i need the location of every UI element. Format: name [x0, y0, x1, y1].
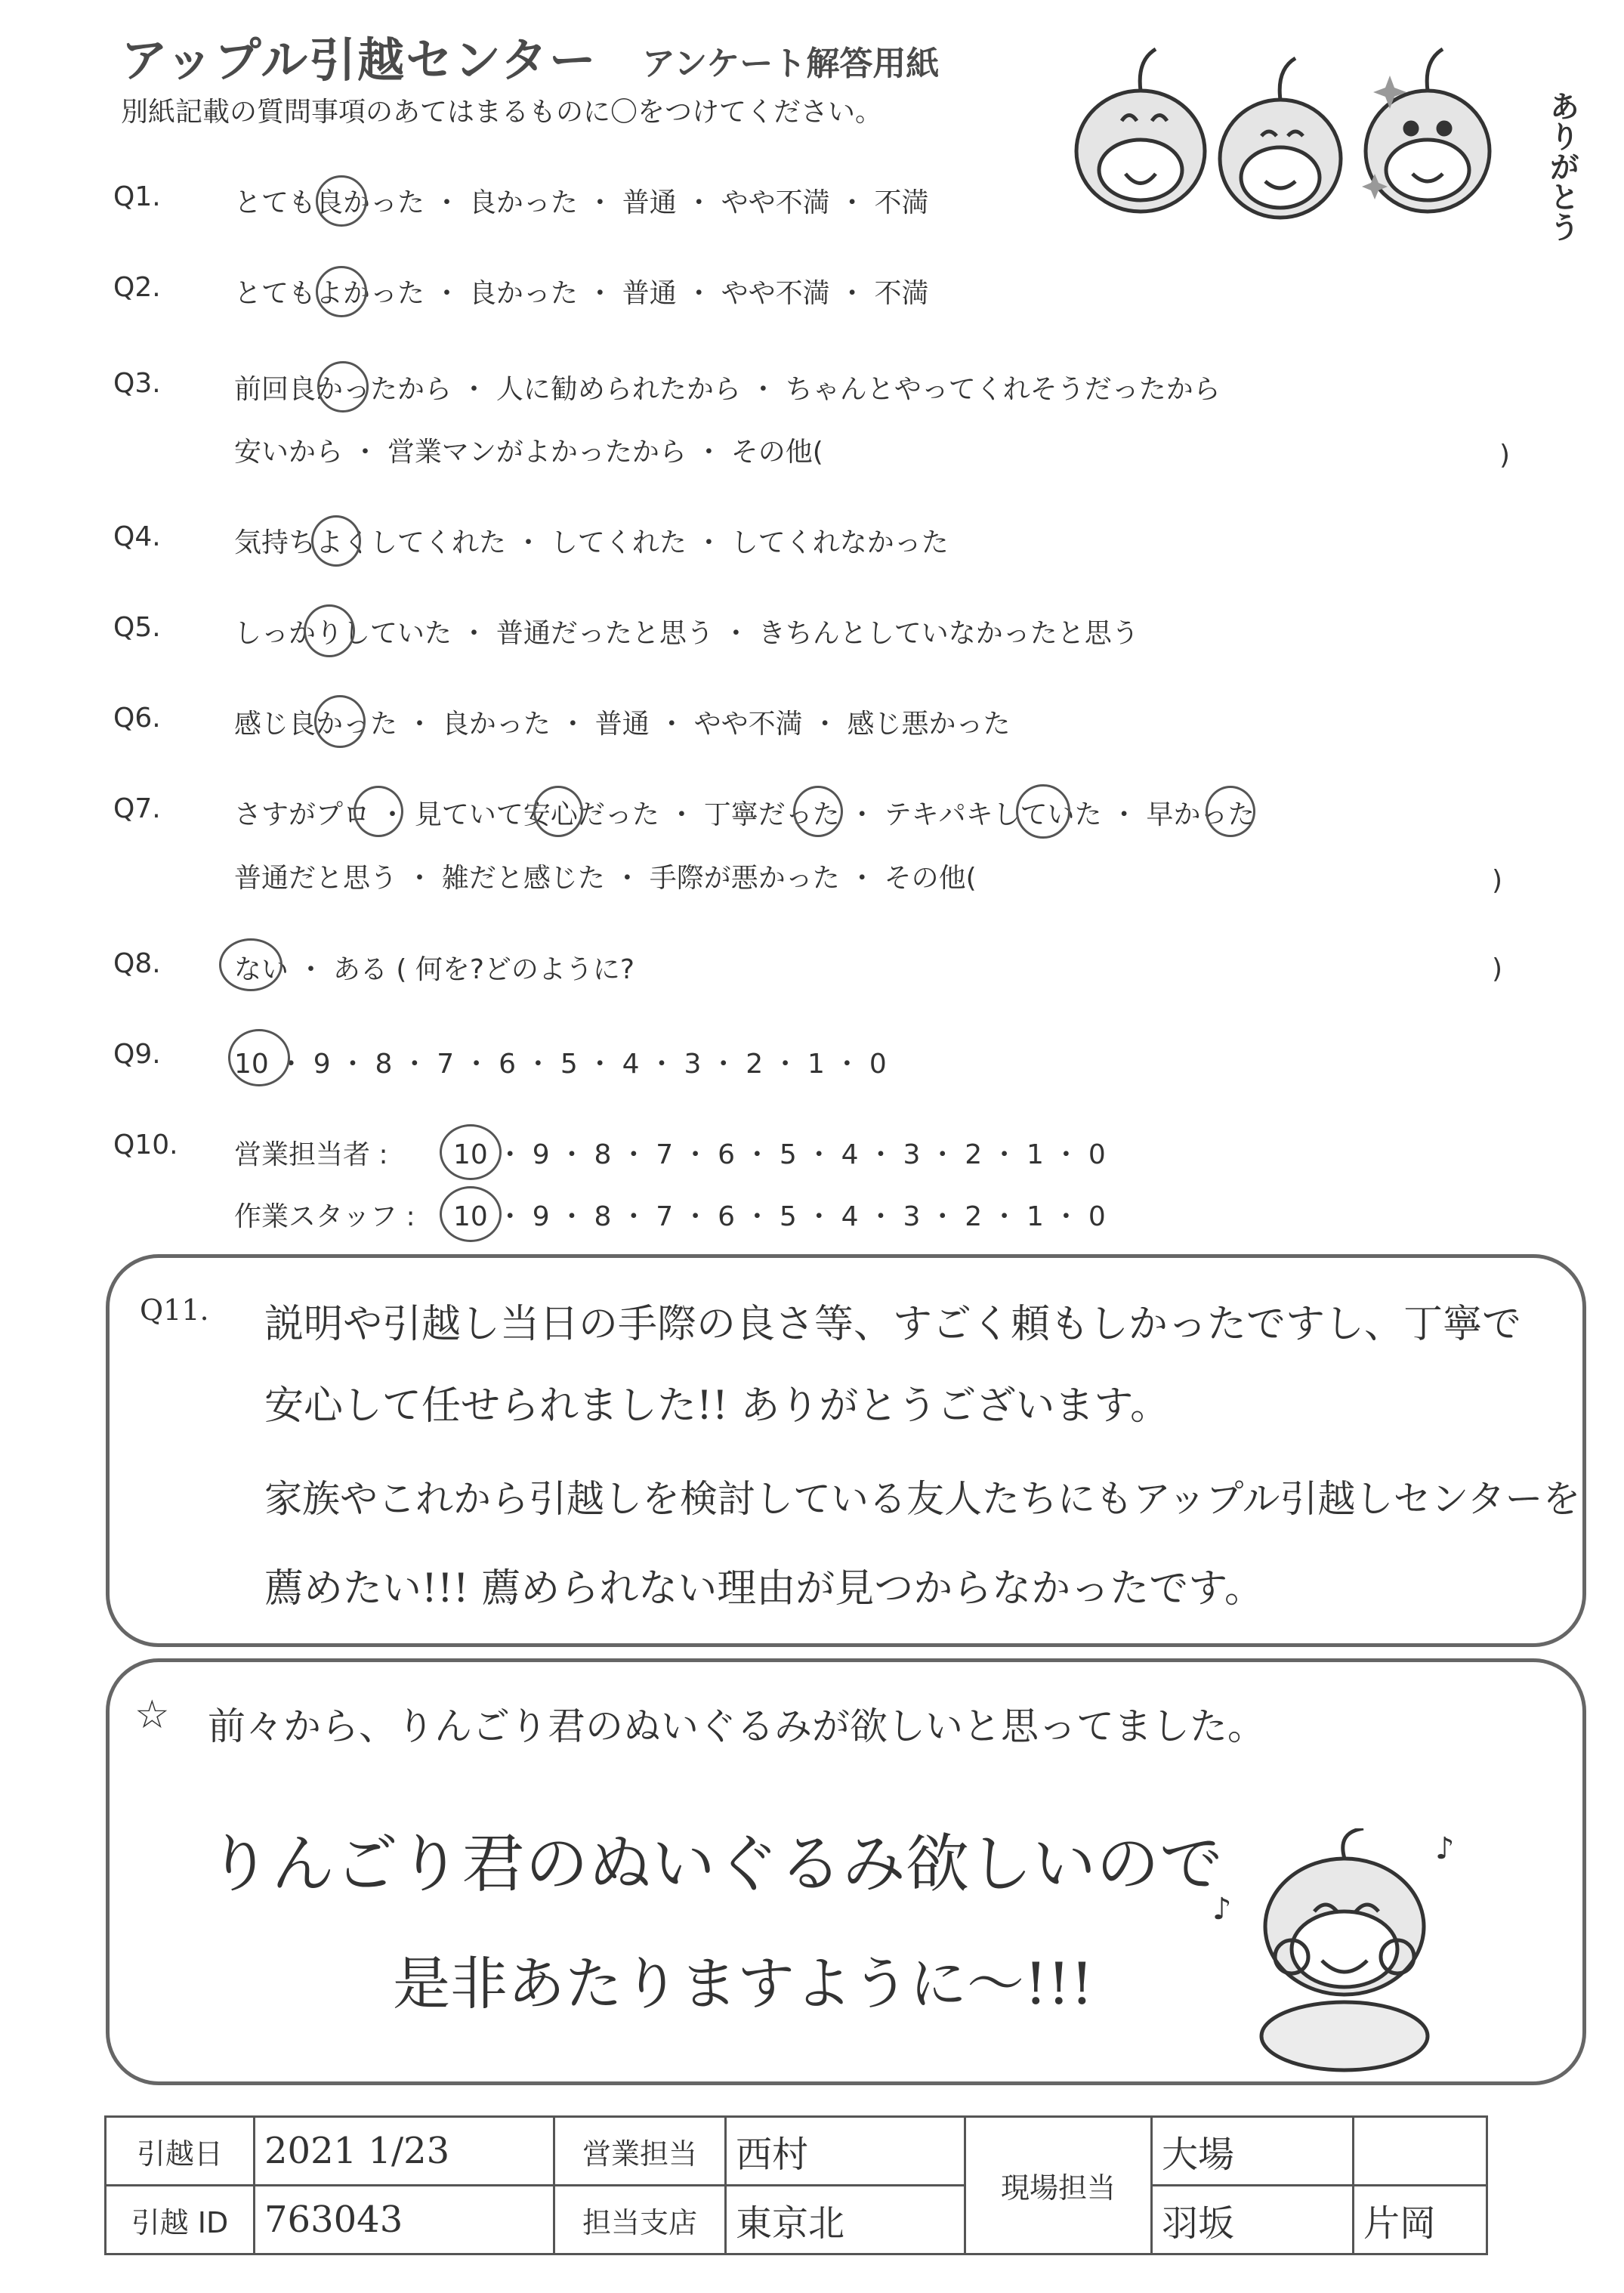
- q7-close-paren: ): [1492, 865, 1503, 896]
- q6-options: 感じ良かった ・ 良かった ・ 普通 ・ やや不満 ・ 感じ悪かった: [234, 709, 1011, 740]
- q5-label: Q5.: [113, 612, 161, 643]
- q11-comment-line3: 家族やこれから引越しを検討している友人たちにもアップル引越しセンターを: [264, 1477, 1581, 1521]
- q10-sales-scale: 10 ・ 9 ・ 8 ・ 7 ・ 6 ・ 5 ・ 4 ・ 3 ・ 2 ・ 1 ・ 0: [453, 1139, 1106, 1170]
- q10-staff-scale: 10 ・ 9 ・ 8 ・ 7 ・ 6 ・ 5 ・ 4 ・ 3 ・ 2 ・ 1 ・ 0: [453, 1201, 1106, 1232]
- move-date-value: 2021 1/23: [255, 2117, 554, 2186]
- q7-options-line1: さすがプロ ・ 見ていて安心だった ・ 丁寧だった ・ テキパキしていた ・ 早かった: [234, 799, 1255, 830]
- q9-answer-circle: [228, 1029, 290, 1086]
- q6-label: Q6.: [113, 703, 161, 734]
- q1-options: とても良かった ・ 良かった ・ 普通 ・ やや不満 ・ 不満: [234, 187, 929, 218]
- q4-label: Q4.: [113, 521, 161, 552]
- mascot-illustration: [1057, 30, 1571, 242]
- q1-answer-circle: [316, 175, 367, 227]
- thanks-text: ありがとう: [1545, 91, 1579, 242]
- star-icon: ☆: [134, 1692, 170, 1738]
- q1-label: Q1.: [113, 181, 161, 212]
- q7-answer-circle-5: [1206, 786, 1255, 837]
- q10-sales-answer-circle: [440, 1124, 502, 1180]
- q3-answer-circle: [317, 361, 369, 413]
- branch-value: 東京北: [726, 2186, 965, 2254]
- q7-answer-circle-1: [354, 786, 403, 837]
- site-value-2: 羽坂: [1152, 2186, 1354, 2254]
- q7-answer-circle-4: [1016, 784, 1070, 839]
- wish-comment-line2: りんごり君のぬいぐるみ欲しいので: [208, 1827, 1224, 1901]
- q10-staff-label: 作業スタッフ :: [234, 1201, 415, 1232]
- wish-comment-line1: 前々から、りんごり君のぬいぐるみが欲しいと思ってました。: [208, 1704, 1265, 1748]
- q7-label: Q7.: [113, 793, 161, 824]
- svg-text:♪: ♪: [1435, 1831, 1455, 1866]
- q3-close-paren: ): [1499, 440, 1511, 471]
- q10-sales-label: 営業担当者 :: [234, 1139, 388, 1170]
- form-title: アップル引越センター: [121, 32, 597, 88]
- sales-value: 西村: [726, 2117, 965, 2186]
- q5-answer-circle: [304, 604, 355, 657]
- form-instruction: 別紙記載の質問事項のあてはまるものに〇をつけてください。: [121, 97, 883, 128]
- q6-answer-circle: [314, 695, 366, 748]
- q3-options-line1: 前回良かったから ・ 人に勧められたから ・ ちゃんとやってくれそうだったから: [234, 374, 1221, 405]
- q2-label: Q2.: [113, 272, 161, 303]
- q7-options-line2: 普通だと思う ・ 雑だと感じた ・ 手際が悪かった ・ その他(: [234, 863, 977, 894]
- sales-label: 営業担当: [554, 2117, 726, 2186]
- site-value-empty: [1354, 2117, 1487, 2186]
- q9-scale: 10 ・ 9 ・ 8 ・ 7 ・ 6 ・ 5 ・ 4 ・ 3 ・ 2 ・ 1 ・ 0: [234, 1049, 887, 1080]
- q10-staff-answer-circle: [440, 1186, 502, 1242]
- q3-label: Q3.: [113, 368, 161, 399]
- q2-options: とてもよかった ・ 良かった ・ 普通 ・ やや不満 ・ 不満: [234, 278, 929, 309]
- q9-label: Q9.: [113, 1039, 161, 1070]
- wish-comment-line3: 是非あたりますように〜!!!: [393, 1950, 1094, 2017]
- mascot-drawing: [1209, 1828, 1480, 2078]
- move-id-label: 引越 ID: [106, 2186, 255, 2254]
- q7-answer-circle-2: [533, 786, 583, 837]
- q2-answer-circle: [316, 266, 367, 317]
- svg-text:♪: ♪: [1212, 1892, 1232, 1927]
- q8-close-paren: ): [1492, 953, 1503, 984]
- q7-answer-circle-3: [793, 786, 843, 837]
- q11-label: Q11.: [140, 1293, 209, 1327]
- q4-options: 気持ちよくしてくれた ・ してくれた ・ してくれなかった: [234, 527, 949, 558]
- site-value-1: 大場: [1152, 2117, 1354, 2186]
- form-subtitle: アンケート解答用紙: [642, 45, 940, 83]
- move-date-label: 引越日: [106, 2117, 255, 2186]
- site-label: 現場担当: [965, 2117, 1152, 2254]
- q8-label: Q8.: [113, 948, 161, 979]
- q4-answer-circle: [311, 515, 361, 567]
- q8-answer-circle: [219, 938, 283, 991]
- move-id-value: 763043: [255, 2186, 554, 2254]
- q11-comment-line1: 説明や引越し当日の手際の良さ等、すごく頼もしかったですし、丁寧で: [264, 1302, 1522, 1347]
- move-info-table: [104, 2115, 1488, 2255]
- q11-comment-line2: 安心して任せられました!! ありがとうございます。: [264, 1383, 1170, 1429]
- site-value-3: 片岡: [1354, 2186, 1487, 2254]
- q8-options: ない ・ ある ( 何を?どのように?: [234, 954, 635, 985]
- q5-options: しっかりしていた ・ 普通だったと思う ・ きちんとしていなかったと思う: [234, 618, 1139, 649]
- q10-label: Q10.: [113, 1130, 178, 1160]
- q11-comment-line4: 薦めたい!!! 薦められない理由が見つからなかったです。: [264, 1566, 1264, 1612]
- q3-options-line2: 安いから ・ 営業マンがよかったから ・ その他(: [234, 437, 823, 468]
- branch-label: 担当支店: [554, 2186, 726, 2254]
